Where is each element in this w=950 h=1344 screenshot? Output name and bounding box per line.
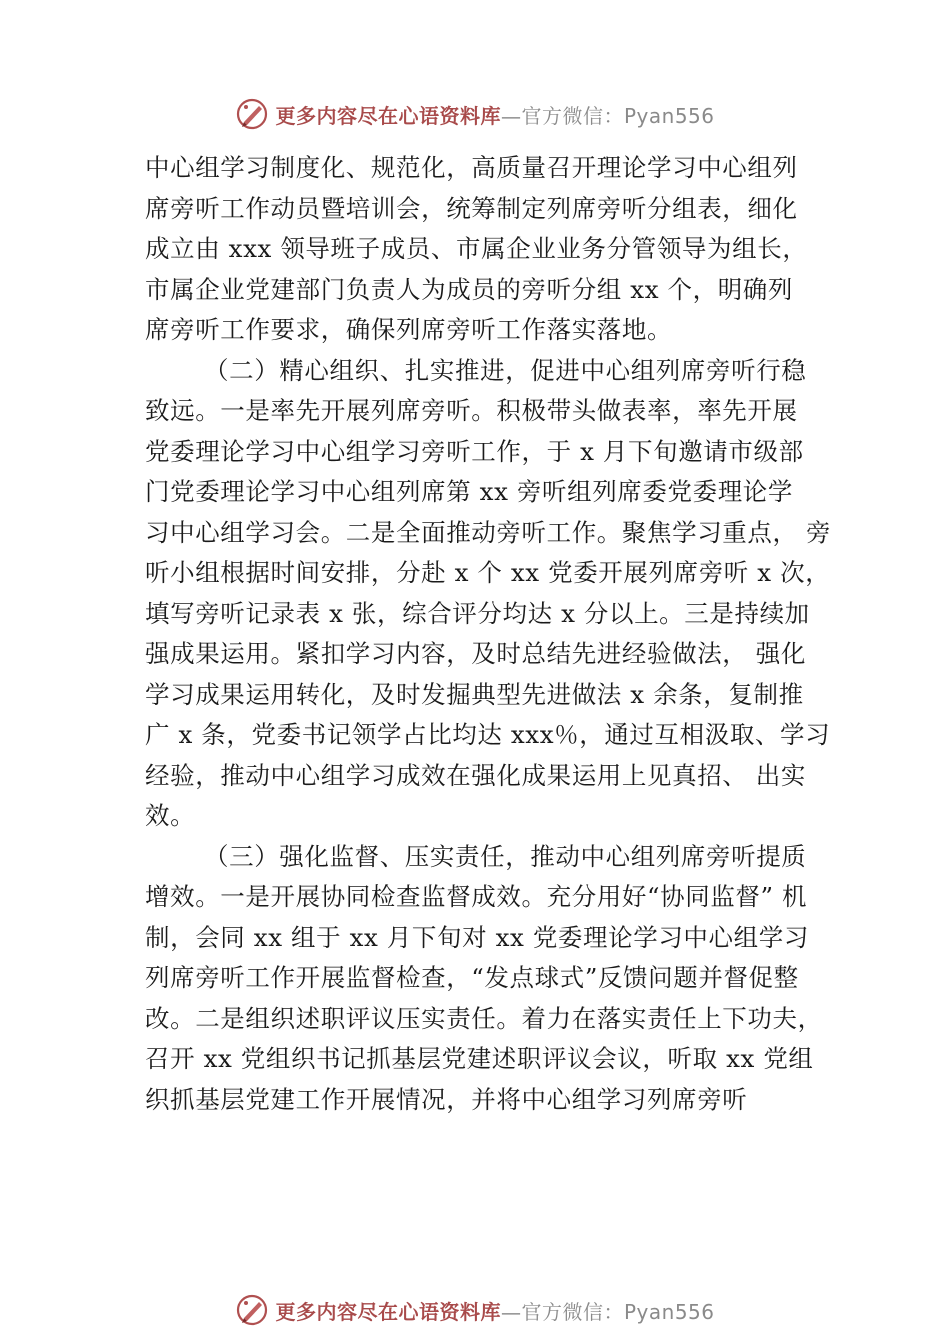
header-watermark-banner [0, 94, 950, 134]
footer-watermark-banner [0, 1290, 950, 1330]
header-banner-main: 更多内容尽在心语资料库 [275, 103, 501, 128]
body-line: 成立由 xxx 领导班子成员、市属企业业务分管领导为组长， [145, 234, 808, 263]
body-line: 门党委理论学习中心组列席第 xx 旁听组列席委党委理论学 [145, 477, 794, 506]
body-line: 中心组学习制度化、规范化，高质量召开理论学习中心组列 [145, 153, 798, 182]
footer-banner-separator: — [500, 1299, 522, 1324]
header-banner-separator: — [500, 103, 522, 128]
header-banner-wechat-id: Pyan556 [623, 103, 715, 128]
body-line: 织抓基层党建工作开展情况，并将中心组学习列席旁听 [145, 1084, 748, 1114]
body-line: 市属企业党建部门负责人为成员的旁听分组 xx 个，明确列 [145, 274, 794, 304]
body-line: 听小组根据时间安排，分赴 x 个 xx 党委开展列席旁听 x 次， [145, 558, 831, 587]
body-line: 习中心组学习会。二是全面推动旁听工作。聚焦学习重点， 旁 [145, 517, 832, 547]
body-line: 经验，推动中心组学习成效在强化成果运用上见真招、 出实 [145, 760, 806, 790]
header-banner-wechat-label: 官方微信： [521, 103, 624, 128]
body-line: 学习成果运用转化，及时发掘典型先进做法 x 余条，复制推 [145, 679, 804, 709]
section-heading-line: （三）强化监督、压实责任，推动中心组列席旁听提质 [204, 841, 807, 871]
body-line: 席旁听工作要求，确保列席旁听工作落实落地。 [145, 315, 673, 344]
body-line: 制，会同 xx 组于 xx 月下旬对 xx 党委理论学习中心组学习 [145, 922, 809, 952]
section-heading-line: （二）精心组织、扎实推进，促进中心组列席旁听行稳 [204, 355, 807, 385]
footer-banner-main: 更多内容尽在心语资料库 [275, 1299, 501, 1324]
body-line: 党委理论学习中心组学习旁听工作，于 x 月下旬邀请市级部 [145, 436, 804, 466]
body-line: 效。 [145, 801, 196, 830]
body-line: 列席旁听工作开展监督检查，“发点球式”反馈问题并督促整 [145, 963, 799, 992]
footer-banner-wechat-label: 官方微信： [521, 1299, 624, 1324]
body-line: 广 x 条，党委书记领学占比均达 xxx％，通过互相汲取、学习 [145, 720, 831, 749]
pen-logo-icon [235, 97, 269, 131]
body-line: 增效。一是开展协同检查监督成效。充分用好“协同监督” 机 [145, 882, 808, 911]
footer-banner-wechat-id: Pyan556 [623, 1299, 715, 1324]
body-line: 致远。一是率先开展列席旁听。积极带头做表率，率先开展 [145, 396, 798, 425]
body-line: 席旁听工作动员暨培训会，统筹制定列席旁听分组表，细化 [145, 193, 798, 223]
pen-logo-icon [235, 1293, 269, 1327]
body-line: 强成果运用。紧扣学习内容，及时总结先进经验做法， 强化 [145, 639, 806, 668]
body-line: 改。二是组织述职评议压实责任。着力在落实责任上下功夫， [145, 1003, 823, 1033]
body-line: 召开 xx 党组织书记抓基层党建述职评议会议，听取 xx 党组 [145, 1044, 814, 1073]
body-line: 填写旁听记录表 x 张，综合评分均达 x 分以上。三是持续加 [145, 598, 810, 628]
